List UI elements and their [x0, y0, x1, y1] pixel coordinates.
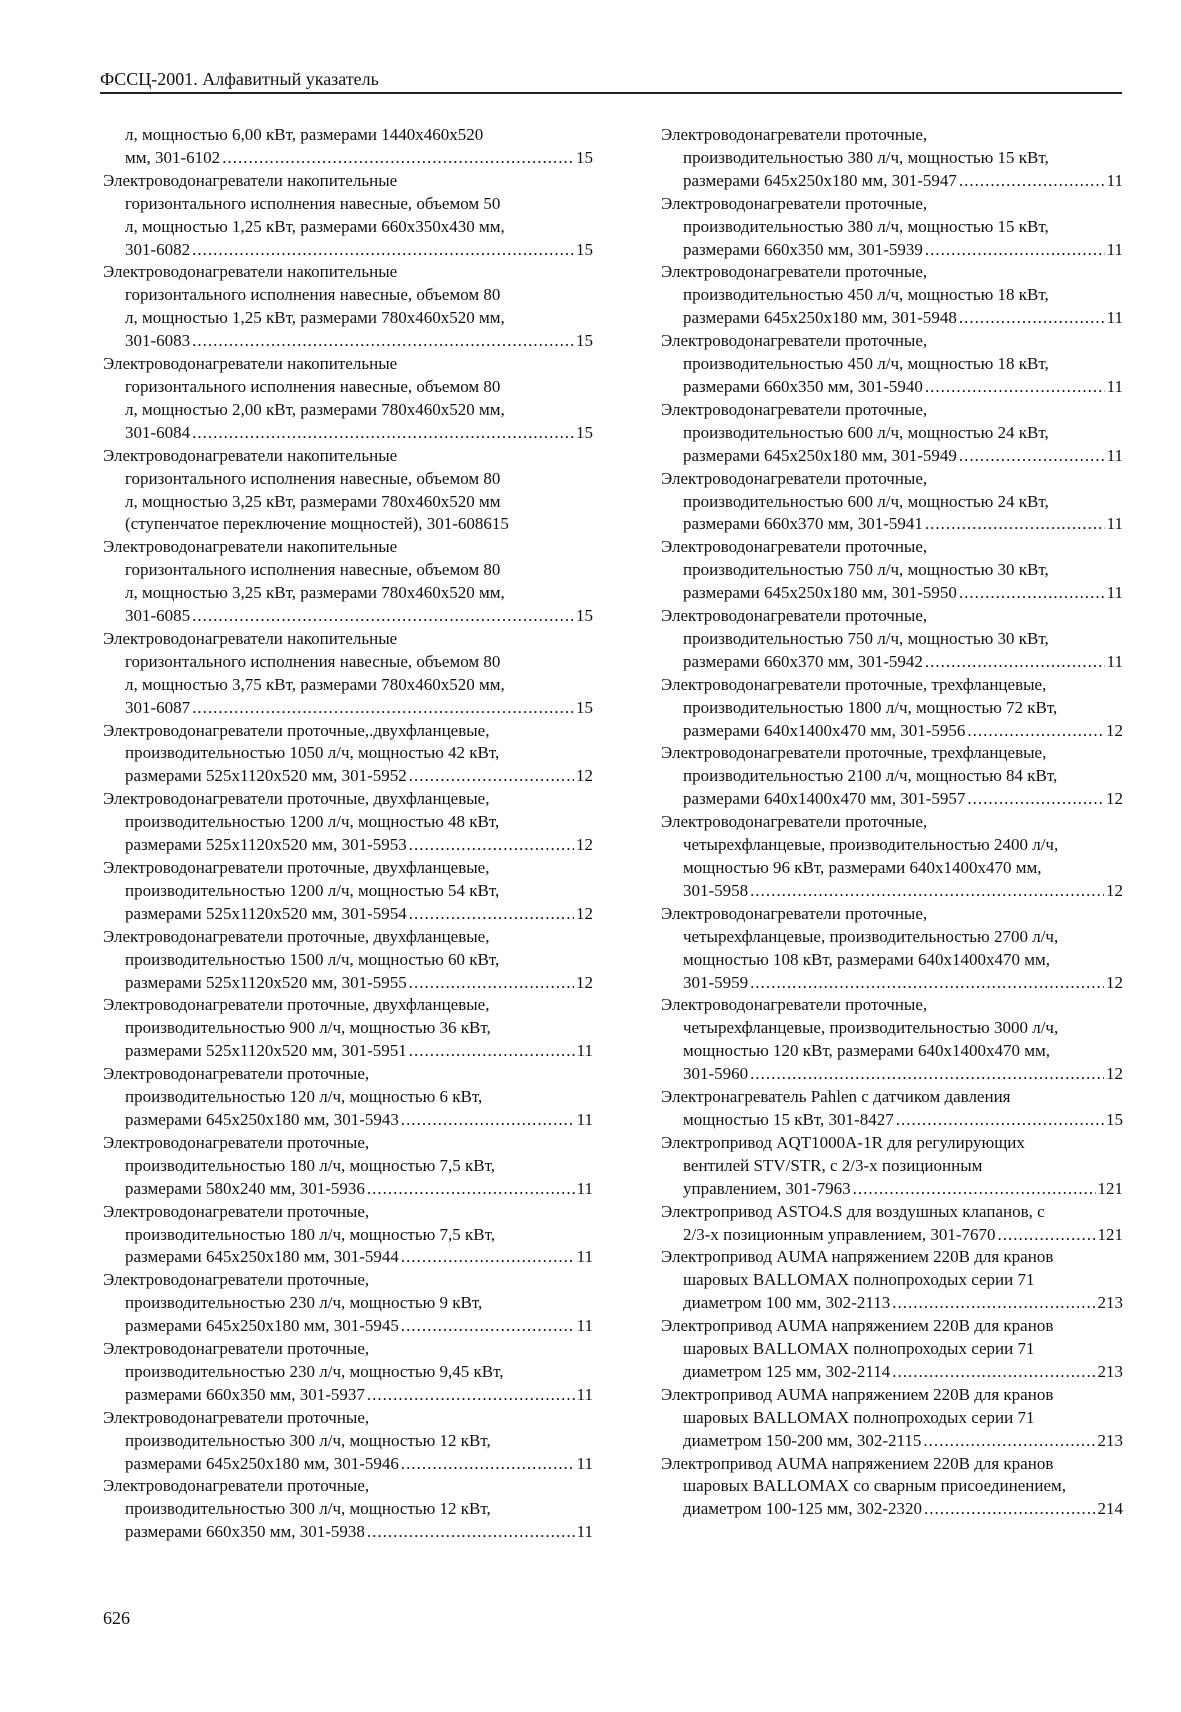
- index-entry-line: шаровых BALLOMAX со сварным присоединением,: [683, 1476, 1067, 1496]
- index-entry-reference: [661, 1063, 1123, 1086]
- dot-leader: [192, 605, 574, 628]
- index-entry-code: диаметром 150-200 мм, 302-2115: [683, 1430, 922, 1450]
- index-entry-page: 11: [1106, 514, 1123, 534]
- index-entry: [661, 1384, 1123, 1453]
- index-entry-page: 11: [576, 1384, 593, 1404]
- index-entry-page: 214: [1097, 1499, 1123, 1519]
- index-entry-line: (ступенчатое переключение мощностей), 301-608615: [125, 514, 509, 534]
- index-entry-line: Электроводонагреватели проточные,: [661, 262, 928, 282]
- index-entry-code: диаметром 125 мм, 302-2114: [683, 1361, 891, 1381]
- index-entry-line: горизонтального исполнения навесные, объемом 80: [125, 560, 501, 580]
- index-entry: [661, 742, 1123, 811]
- index-entry-line: производительностью 450 л/ч, мощностью 18 кВт,: [683, 285, 1049, 305]
- index-entry-line: Электроводонагреватели проточные,: [103, 1339, 370, 1359]
- index-entry-line: Электроводонагреватели проточные,: [661, 193, 928, 213]
- index-entry-reference: [103, 972, 593, 995]
- index-entry-line: четырехфланцевые, производительностью 2700 л/ч,: [683, 926, 1059, 946]
- index-entry-reference: [661, 376, 1123, 399]
- index-entry-line: производительностью 180 л/ч, мощностью 7,5 кВт,: [125, 1155, 496, 1175]
- index-entry-line: производительностью 450 л/ч, мощностью 18 кВт,: [683, 354, 1049, 374]
- index-entry: [661, 536, 1123, 605]
- index-entry-page: 12: [1106, 1064, 1123, 1084]
- index-entry-code: 301-5960: [683, 1064, 749, 1084]
- index-entry-line: Электроводонагреватели проточные,: [103, 1064, 370, 1084]
- dot-leader: [892, 1292, 1095, 1315]
- index-entry-code: диаметром 100 мм, 302-2113: [683, 1293, 891, 1313]
- index-entry-line: Электроводонагреватели проточные,: [661, 468, 928, 488]
- index-entry-line: Электроводонагреватели проточные,: [661, 903, 928, 923]
- index-entry-page: 15: [576, 606, 593, 626]
- index-entry: [103, 857, 593, 926]
- index-entry-reference: [661, 651, 1123, 674]
- index-entry: [103, 788, 593, 857]
- dot-leader: [409, 972, 574, 995]
- index-entry-reference: [103, 697, 593, 720]
- index-entry-code: 301-6084: [125, 422, 191, 442]
- index-entry-line: Электроводонагреватели проточные,: [661, 995, 928, 1015]
- index-entry-code: мм, 301-6102: [125, 147, 221, 167]
- index-entry: [661, 1246, 1123, 1315]
- index-entry: [661, 811, 1123, 903]
- index-entry-code: размерами 525x1120x520 мм, 301-5952: [125, 766, 407, 786]
- index-entry-code: размерами 660x350 мм, 301-5937: [125, 1384, 365, 1404]
- index-entry-reference: [661, 1292, 1123, 1315]
- index-entry-page: 12: [576, 835, 593, 855]
- index-entry-line: Электроводонагреватели проточные,: [103, 1476, 370, 1496]
- index-entry-line: л, мощностью 1,25 кВт, размерами 780x460x520 мм,: [125, 308, 505, 328]
- index-entry-line: производительностью 600 л/ч, мощностью 24 кВт,: [683, 491, 1049, 511]
- index-entry-line: производительностью 300 л/ч, мощностью 12 кВт,: [125, 1430, 491, 1450]
- index-entry-page: 12: [1106, 789, 1123, 809]
- index-entry-page: 213: [1097, 1361, 1123, 1381]
- index-entry-reference: [103, 765, 593, 788]
- index-entry-page: 11: [1106, 170, 1123, 190]
- index-entry-line: Электроводонагреватели проточные, трехфланцевые,: [661, 674, 1047, 694]
- dot-leader: [925, 513, 1105, 536]
- index-entry-code: диаметром 100-125 мм, 302-2320: [683, 1499, 923, 1519]
- dot-leader: [959, 445, 1105, 468]
- index-entry: [661, 261, 1123, 330]
- index-entry: [103, 926, 593, 995]
- dot-leader: [923, 1430, 1095, 1453]
- index-entry-reference: [103, 605, 593, 628]
- index-entry-page: 15: [576, 239, 593, 259]
- index-entry-line: Электроводонагреватели проточные, двухфланцевые,: [103, 995, 490, 1015]
- index-entry-reference: [661, 1178, 1123, 1201]
- dot-leader: [367, 1384, 575, 1407]
- index-entry-code: размерами 660x350 мм, 301-5938: [125, 1522, 365, 1542]
- index-entry-line: мощностью 96 кВт, размерами 640x1400x470 мм,: [683, 858, 1042, 877]
- index-entry-line: производительностью 750 л/ч, мощностью 30 кВт,: [683, 560, 1049, 580]
- index-entry: [103, 445, 593, 537]
- index-entry-code: размерами 645x250x180 мм, 301-5949: [683, 445, 957, 465]
- index-entry-line: Электроводонагреватели проточные,: [661, 812, 928, 832]
- index-entry-page: 11: [1106, 239, 1123, 259]
- index-entry-reference: [661, 1430, 1123, 1453]
- index-entry-page: 11: [576, 1247, 593, 1267]
- index-entry-line: производительностью 230 л/ч, мощностью 9 кВт,: [125, 1293, 483, 1313]
- index-entry-page: 12: [576, 972, 593, 992]
- index-entry-line: Электроводонагреватели проточные,.двухфланцевые,: [103, 720, 490, 740]
- index-entry-reference: [103, 1384, 593, 1407]
- index-entry-code: 301-6085: [125, 606, 191, 626]
- index-entry-code: размерами 640x1400x470 мм, 301-5957: [683, 789, 966, 809]
- index-entry-line: производительностью 2100 л/ч, мощностью 84 кВт,: [683, 766, 1058, 786]
- index-entry-reference: [661, 1224, 1123, 1247]
- index-entry-reference: [661, 880, 1123, 903]
- dot-leader: [401, 1246, 575, 1269]
- index-entry-line: Электроводонагреватели проточные, трехфланцевые,: [661, 743, 1047, 763]
- page-number: 626: [103, 1608, 130, 1628]
- index-entry-reference: [661, 513, 1123, 536]
- dot-leader: [998, 1224, 1096, 1247]
- index-entry-reference: [103, 903, 593, 926]
- index-entry-line: горизонтального исполнения навесные, объемом 80: [125, 468, 501, 488]
- dot-leader: [896, 1109, 1104, 1132]
- index-entry-line: горизонтального исполнения навесные, объемом 80: [125, 285, 501, 305]
- index-column-left: [103, 124, 593, 1544]
- dot-leader: [959, 307, 1105, 330]
- index-entry-line: четырехфланцевые, производительностью 3000 л/ч,: [683, 1018, 1059, 1038]
- index-entry-line: л, мощностью 6,00 кВт, размерами 1440x460x520: [125, 125, 484, 144]
- index-entry-line: Электропривод AUMA напряжением 220В для кранов: [661, 1316, 1054, 1336]
- index-entry-code: 301-5959: [683, 972, 749, 992]
- index-entry-line: Электропривод AUMA напряжением 220В для кранов: [661, 1247, 1054, 1267]
- index-entry-code: размерами 645x250x180 мм, 301-5947: [683, 170, 957, 190]
- index-entry-code: размерами 645x250x180 мм, 301-5943: [125, 1109, 399, 1129]
- index-entry-code: размерами 525x1120x520 мм, 301-5955: [125, 972, 407, 992]
- index-entry-line: горизонтального исполнения навесные, объемом 80: [125, 376, 501, 396]
- index-entry-line: Электроводонагреватели проточные, двухфланцевые,: [103, 926, 490, 946]
- index-entry-line: производительностью 600 л/ч, мощностью 24 кВт,: [683, 422, 1049, 442]
- dot-leader: [409, 765, 574, 788]
- index-entry-page: 15: [576, 697, 593, 717]
- index-entry-page: 11: [1106, 445, 1123, 465]
- index-entry-code: 301-6082: [125, 239, 191, 259]
- index-entry-page: 15: [576, 422, 593, 442]
- index-entry: [661, 1315, 1123, 1384]
- dot-leader: [925, 651, 1105, 674]
- index-entry-line: Электроводонагреватели накопительные: [103, 628, 398, 648]
- index-entry: [661, 903, 1123, 995]
- index-entry-code: размерами 660x370 мм, 301-5941: [683, 514, 923, 534]
- index-entry-reference: [103, 834, 593, 857]
- index-entry-line: мощностью 120 кВт, размерами 640x1400x470 мм,: [683, 1041, 1051, 1061]
- index-entry-page: 11: [1106, 308, 1123, 328]
- index-entry-reference: [103, 1040, 593, 1063]
- index-entry: [103, 1132, 593, 1201]
- index-entry: [661, 124, 1123, 193]
- index-entry-line: л, мощностью 1,25 кВт, размерами 660x350x430 мм,: [125, 216, 505, 236]
- index-entry-reference: [661, 170, 1123, 193]
- index-entry-line: Электроводонагреватели проточные,: [103, 1201, 370, 1221]
- index-entry-page: 11: [1106, 583, 1123, 603]
- index-entry-page: 12: [576, 903, 593, 923]
- index-entry-line: производительностью 180 л/ч, мощностью 7,5 кВт,: [125, 1224, 496, 1244]
- index-entry-page: 11: [576, 1316, 593, 1336]
- index-entry-line: производительностью 120 л/ч, мощностью 6 кВт,: [125, 1087, 483, 1107]
- index-entry-code: размерами 580x240 мм, 301-5936: [125, 1178, 365, 1198]
- index-entry: [661, 1132, 1123, 1201]
- dot-leader: [409, 1040, 575, 1063]
- index-entry-page: 12: [1106, 880, 1123, 900]
- index-entry: [103, 628, 593, 720]
- index-entry-page: 15: [576, 331, 593, 351]
- index-entry-code: 301-6083: [125, 331, 191, 351]
- index-entry-code: мощностью 15 кВт, 301-8427: [683, 1109, 894, 1129]
- dot-leader: [401, 1453, 575, 1476]
- index-entry-line: Электропривод ASTO4.S для воздушных клапанов, с: [661, 1201, 1045, 1221]
- index-entry-page: 15: [1106, 1109, 1123, 1129]
- index-entry-reference: [103, 1246, 593, 1269]
- index-entry: [103, 1201, 593, 1270]
- index-entry-reference: [103, 422, 593, 445]
- index-entry-line: мощностью 108 кВт, размерами 640x1400x470 мм,: [683, 949, 1051, 969]
- index-entry-page: 12: [1106, 720, 1123, 740]
- index-entry-line: шаровых BALLOMAX полнопроходых серии 71: [683, 1339, 1035, 1359]
- dot-leader: [750, 1063, 1104, 1086]
- index-entry-reference: [103, 1521, 593, 1544]
- index-entry-line: л, мощностью 3,25 кВт, размерами 780x460x520 мм: [125, 491, 501, 511]
- index-entry-line: производительностью 1050 л/ч, мощностью 42 кВт,: [125, 743, 500, 763]
- index-entry: [103, 1475, 593, 1544]
- index-entry-line: Электроводонагреватели накопительные: [103, 354, 398, 374]
- index-entry-page: 121: [1097, 1224, 1123, 1244]
- index-entry-code: размерами 525x1120x520 мм, 301-5951: [125, 1041, 407, 1061]
- index-entry-code: 301-6087: [125, 697, 191, 717]
- index-entry: [103, 536, 593, 628]
- dot-leader: [967, 788, 1104, 811]
- dot-leader: [892, 1361, 1095, 1384]
- index-entry: [661, 468, 1123, 537]
- index-entry: [103, 261, 593, 353]
- index-entry-line: Электроводонагреватели проточные,: [661, 125, 928, 144]
- index-entry-code: размерами 645x250x180 мм, 301-5946: [125, 1453, 399, 1473]
- index-entry-page: 11: [576, 1522, 593, 1542]
- index-entry-line: Электроводонагреватели накопительные: [103, 537, 398, 557]
- index-entry-line: производительностью 900 л/ч, мощностью 36 кВт,: [125, 1018, 491, 1038]
- index-entry-page: 15: [576, 147, 593, 167]
- index-entry: [661, 674, 1123, 743]
- index-entry-page: 11: [576, 1109, 593, 1129]
- index-entry: [103, 1338, 593, 1407]
- index-entry-page: 11: [576, 1453, 593, 1473]
- index-entry-line: Электронагреватель Pahlen с датчиком давления: [661, 1087, 1011, 1107]
- dot-leader: [192, 697, 574, 720]
- index-entry: [103, 170, 593, 262]
- index-entry-code: 2/3-х позиционным управлением, 301-7670: [683, 1224, 996, 1244]
- index-entry-line: четырехфланцевые, производительностью 2400 л/ч,: [683, 835, 1059, 855]
- index-entry-code: размерами 640x1400x470 мм, 301-5956: [683, 720, 966, 740]
- index-entry-page: 213: [1097, 1430, 1123, 1450]
- index-entry: [661, 330, 1123, 399]
- index-entry-page: 11: [1106, 651, 1123, 671]
- index-entry-reference: [103, 147, 593, 170]
- index-entry-line: л, мощностью 3,25 кВт, размерами 780x460x520 мм,: [125, 583, 505, 603]
- index-entry-reference: [103, 1315, 593, 1338]
- index-entry-code: размерами 645x250x180 мм, 301-5944: [125, 1247, 399, 1267]
- index-entry-line: производительностью 300 л/ч, мощностью 12 кВт,: [125, 1499, 491, 1519]
- index-entry: [103, 124, 593, 170]
- dot-leader: [401, 1315, 575, 1338]
- index-entry-line: Электроводонагреватели проточные,: [103, 1270, 370, 1290]
- dot-leader: [192, 422, 574, 445]
- dot-leader: [192, 330, 574, 353]
- dot-leader: [925, 376, 1105, 399]
- index-entry-line: производительностью 380 л/ч, мощностью 15 кВт,: [683, 147, 1049, 167]
- index-entry-code: 301-5958: [683, 880, 749, 900]
- index-entry: [661, 399, 1123, 468]
- dot-leader: [367, 1178, 575, 1201]
- index-entry-line: Электроводонагреватели накопительные: [103, 170, 398, 190]
- index-entry-line: Электропривод AUMA напряжением 220В для кранов: [661, 1384, 1054, 1404]
- index-entry-line: Электроводонагреватели накопительные: [103, 262, 398, 282]
- index-entry-reference: [103, 1453, 593, 1476]
- index-entry-line: Электроводонагреватели проточные,: [103, 1132, 370, 1152]
- index-entry-reference: [661, 445, 1123, 468]
- index-entry-code: размерами 660x370 мм, 301-5942: [683, 651, 923, 671]
- index-entry-line: шаровых BALLOMAX полнопроходых серии 71: [683, 1407, 1035, 1427]
- index-entry-reference: [661, 1498, 1123, 1521]
- index-entry: [103, 1269, 593, 1338]
- index-entry-code: размерами 645x250x180 мм, 301-5945: [125, 1316, 399, 1336]
- index-entry: [661, 1086, 1123, 1132]
- page-header: [100, 68, 1122, 94]
- dot-leader: [409, 834, 574, 857]
- index-entry-line: вентилей STV/STR, с 2/3-х позиционным: [683, 1155, 983, 1175]
- index-entry-line: производительностью 750 л/ч, мощностью 30 кВт,: [683, 628, 1049, 648]
- index-entry-reference: [103, 330, 593, 353]
- index-entry-page: 12: [576, 766, 593, 786]
- dot-leader: [959, 582, 1105, 605]
- index-entry-line: Электропривод AUMA напряжением 220В для кранов: [661, 1453, 1054, 1473]
- index-entry-reference: [661, 788, 1123, 811]
- dot-leader: [853, 1178, 1096, 1201]
- index-entry-page: 11: [576, 1178, 593, 1198]
- index-entry-code: размерами 660x350 мм, 301-5940: [683, 376, 923, 396]
- index-entry-line: производительностью 1500 л/ч, мощностью 60 кВт,: [125, 949, 500, 969]
- index-entry-line: Электроводонагреватели проточные, двухфланцевые,: [103, 858, 490, 877]
- index-entry-reference: [661, 972, 1123, 995]
- dot-leader: [367, 1521, 575, 1544]
- dot-leader: [925, 239, 1105, 262]
- index-entry: [103, 720, 593, 789]
- index-entry: [103, 353, 593, 445]
- index-entry: [661, 1453, 1123, 1522]
- index-entry-reference: [103, 1109, 593, 1132]
- index-entry-page: 11: [576, 1041, 593, 1061]
- index-entry-reference: [103, 239, 593, 262]
- dot-leader: [967, 720, 1104, 743]
- index-entry-line: л, мощностью 2,00 кВт, размерами 780x460x520 мм,: [125, 399, 505, 419]
- index-entry-page: 12: [1106, 972, 1123, 992]
- index-entry-page: 11: [1106, 376, 1123, 396]
- index-entry: [661, 605, 1123, 674]
- index-column-right: [661, 124, 1123, 1521]
- dot-leader: [750, 972, 1104, 995]
- index-entry-line: Электроводонагреватели проточные,: [661, 537, 928, 557]
- index-entry: [661, 193, 1123, 262]
- index-entry-line: Электроводонагреватели проточные,: [661, 606, 928, 626]
- index-entry-page: 121: [1097, 1178, 1123, 1198]
- index-entry-line: производительностью 230 л/ч, мощностью 9,45 кВт,: [125, 1361, 504, 1381]
- index-entry-line: Электроводонагреватели проточные,: [661, 331, 928, 351]
- index-entry-line: горизонтального исполнения навесные, объемом 80: [125, 651, 501, 671]
- index-entry-code: размерами 645x250x180 мм, 301-5950: [683, 583, 957, 603]
- index-entry-reference: [661, 720, 1123, 743]
- index-entry-line: Электроводонагреватели проточные, двухфланцевые,: [103, 789, 490, 809]
- index-entry-line: Электроводонагреватели проточные,: [661, 399, 928, 419]
- dot-leader: [959, 170, 1105, 193]
- dot-leader: [222, 147, 574, 170]
- index-entry-code: размерами 645x250x180 мм, 301-5948: [683, 308, 957, 328]
- dot-leader: [924, 1498, 1095, 1521]
- index-entry-line: производительностью 380 л/ч, мощностью 15 кВт,: [683, 216, 1049, 236]
- index-entry-line: Электроводонагреватели проточные,: [103, 1407, 370, 1427]
- index-entry-line: шаровых BALLOMAX полнопроходых серии 71: [683, 1270, 1035, 1290]
- index-entry: [103, 1407, 593, 1476]
- index-entry-line: горизонтального исполнения навесные, объемом 50: [125, 193, 501, 213]
- index-entry-code: размерами 660x350 мм, 301-5939: [683, 239, 923, 259]
- index-entry-reference: [661, 307, 1123, 330]
- dot-leader: [409, 903, 574, 926]
- index-entry-code: управлением, 301-7963: [683, 1178, 851, 1198]
- dot-leader: [750, 880, 1104, 903]
- page-header-title: ФССЦ-2001. Алфавитный указатель: [100, 69, 379, 89]
- index-entry-line: Электроводонагреватели накопительные: [103, 445, 398, 465]
- index-entry: [103, 994, 593, 1063]
- index-entry-code: размерами 525x1120x520 мм, 301-5953: [125, 835, 407, 855]
- index-entry: [103, 1063, 593, 1132]
- index-entry-reference: [661, 1361, 1123, 1384]
- index-entry-line: производительностью 1800 л/ч, мощностью 72 кВт,: [683, 697, 1058, 717]
- dot-leader: [192, 239, 574, 262]
- dot-leader: [401, 1109, 575, 1132]
- index-entry-line: производительностью 1200 л/ч, мощностью 54 кВт,: [125, 880, 500, 900]
- index-entry-reference: [103, 1178, 593, 1201]
- index-entry-page: 213: [1097, 1293, 1123, 1313]
- index-entry-code: размерами 525x1120x520 мм, 301-5954: [125, 903, 407, 923]
- index-entry: [661, 994, 1123, 1086]
- index-entry-line: Электропривод AQT1000A-1R для регулирующих: [661, 1132, 1025, 1152]
- index-entry: [661, 1201, 1123, 1247]
- index-entry-reference: [661, 1109, 1123, 1132]
- index-entry-reference: [661, 239, 1123, 262]
- index-entry-reference: [661, 582, 1123, 605]
- index-entry-line: л, мощностью 3,75 кВт, размерами 780x460x520 мм,: [125, 674, 505, 694]
- index-entry-line: производительностью 1200 л/ч, мощностью 48 кВт,: [125, 812, 500, 832]
